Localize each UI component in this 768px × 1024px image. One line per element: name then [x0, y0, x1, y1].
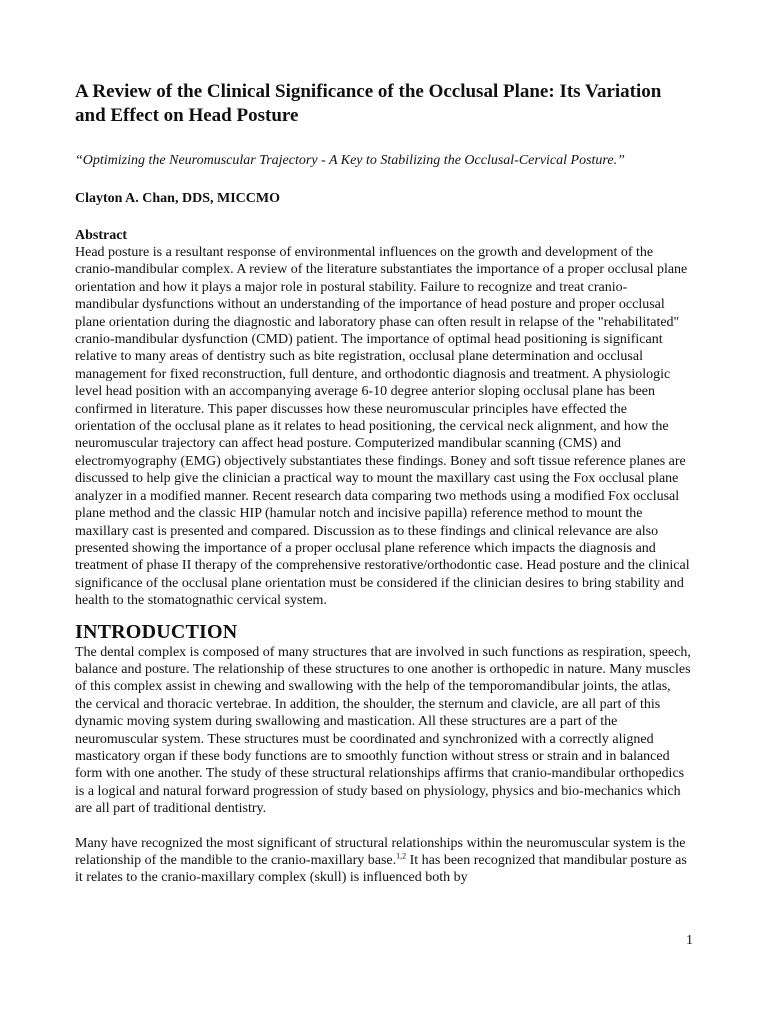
author-name: Clayton A. Chan, DDS, MICCMO — [75, 191, 280, 206]
paragraph-2-text-start: Many have recognized the most significant of structural relationships within the neuromuscular system is the relationship of the mandible to the cranio-maxillary base. — [75, 835, 686, 868]
paper-page — [75, 80, 691, 887]
paragraph-2-text-end: It has been recognized that mandibular posture as it relates to the cranio-maxillary complex (skull) is influenced both by — [75, 853, 687, 886]
page-number: 1 — [686, 933, 693, 948]
introduction-paragraph-1: The dental complex is composed of many structures that are involved in such functions as respiration, speech, balance and posture. The relationship of these structures to one another is orthopedic in nature. Many muscles of this complex assist in chewing and swallowing with the help of the temporomandibular joints, the atlas, the cervical and thoracic vertebrae. In addition, the shoulder, the sternum and clavicle, are all part of this dynamic moving system during swallowing and mastication. All these structures are a part of the neuromuscular system. These structures must be coordinated and synchronized with a correctly aligned masticatory organ if these body functions are to smoothly function without stress or strain and in balanced form with one another. The study of these structural relationships affirms that cranio-mandibular orthopedics is a logical and natural forward progression of study based on physiology, physics and bio-mechanics which are all part of traditional dentistry. — [75, 644, 691, 817]
citation-superscript: 1,2 — [396, 851, 407, 861]
introduction-paragraph-2 — [75, 835, 691, 887]
abstract-text: Head posture is a resultant response of environmental influences on the growth and development of the cranio-mandibular complex. A review of the literature substantiates the importance of a proper occlusal plane orientation and how it plays a major role in postural stability. Failure to recognize and treat cranio-mandibular dysfunctions without an understanding of the importance of head posture and proper occlusal plane orientation during the diagnostic and laboratory phase can often result in relapse of the "rehabilitated" cranio-mandibular dysfunction (CMD) patient. The importance of optimal head positioning is significant relative to many areas of dentistry such as bite registration, occlusal plane determination and occlusal management for fixed reconstruction, full denture, and orthodontic diagnosis and treatment. A physiologic level head position with an accompanying average 6-10 degree anterior sloping occlusal plane has been confirmed in literature. This paper discusses how these neuromuscular principles have effected the orientation of the occlusal plane as it relates to head positioning, the cervical neck alignment, and how the neuromuscular trajectory can affect head posture. Computerized mandibular scanning (CMS) and electromyography (EMG) objectively substantiates these findings. Boney and soft tissue reference planes are discussed to help give the clinician a practical way to mount the maxillary cast using the Fox occlusal plane analyzer in a modified manner. Recent research data comparing two methods using a modified Fox occlusal plane method and the classic HIP (hamular notch and incisive papilla) reference method to mount the maxillary cast is presented and compared. Discussion as to these findings and clinical relevance are also presented showing the importance of a proper occlusal plane reference which impacts the diagnosis and treatment of phase II therapy of the comprehensive restorative/orthodontic case. Head posture and the clinical significance of the occlusal plane orientation must be considered if the clinician desires to bring stability and health to the stomatognathic cervical system. — [75, 245, 690, 609]
paper-title: A Review of the Clinical Significance of the Occlusal Plane: Its Variation and Effect on Head Posture — [75, 81, 662, 126]
paper-subtitle: “Optimizing the Neuromuscular Trajectory - A Key to Stabilizing the Occlusal-Cervical Posture.” — [75, 153, 625, 168]
abstract-heading: Abstract — [75, 228, 128, 243]
introduction-heading: INTRODUCTION — [75, 620, 238, 643]
